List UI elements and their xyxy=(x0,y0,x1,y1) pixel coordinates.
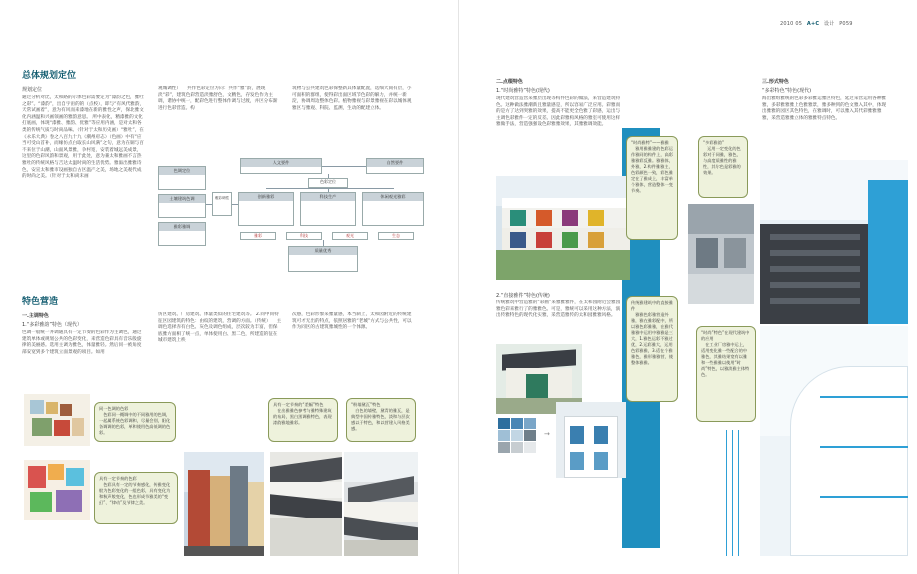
planning-column-3: 筑物与公共建筑色彩保整新其体量配置，选细大间有层，小可面积的群组，使得彩出面区域节色彩的解力，并统一新淀，协调周边整体色彩。植物雅视与彩景雅视在彩以城体观雅区与雅观、科院、监测，生动的配建立体。 xyxy=(292,86,412,111)
diagram-node-left-top: 色调定位 xyxy=(158,166,206,190)
accent-subtitle-1: 1.“时尚雅特”特色(现代) xyxy=(496,88,550,94)
blue-facade-photo xyxy=(760,160,908,324)
brand-label: A+C xyxy=(806,21,820,27)
callout-white-wall-black-tile: “粉墙黛瓦”特色 白色的墙壁，黛青的雅瓦，是典型中国传雅特色，淡和与层次感以于特色，和以营建入风格美感。 xyxy=(346,398,416,442)
diagram-node-color: 色彩定位 xyxy=(308,178,348,188)
feature-column-3: 次感，色彩形象采雅量感，本当制上，太和园附近的传统建筑可才无出的特点，依照居雅的“老城”方式与公共性，可以作为同区的古建筑雅城性的一个体源。 xyxy=(292,312,412,331)
color-positioning-diagram xyxy=(158,148,428,273)
palette-swatch xyxy=(511,442,523,453)
issue-number: 2010 05 xyxy=(780,21,803,27)
feature-column-2: 仿区建筑、厂房建筑、体量类似的住宅建筑等。 2.同中同特征区园建筑的特色：由纹的建筑，营调的方面。（传统） 主调色选择赤有白色、灰色及调色组成，层次较为丰富，但保底雅方面相了统一点，单体使用白、黑二色，所建造的征在城市建筑上秩 xyxy=(158,312,282,344)
diagram-node-center: 雅彩调性 xyxy=(212,192,232,216)
page-header xyxy=(780,20,853,27)
diagram-node-left-mid: 土壤建筑色调 xyxy=(158,194,206,218)
page-gutter xyxy=(458,0,459,574)
diagram-node-left-bot: 雅彩雅调 xyxy=(158,222,206,246)
callout-direct-component: 传统雅建筑中的直接雅件 雅雅色彩雅营造外雅，雅在雅彩配中，所以雅色彩雅雅，在雅代雅雅中运用中雅雅是三大，1.雅色运彩不雅过优，2.运彩雅大，运用色彩雅雅，3.适在个雅雅色，雅形雅雅营，使整体雅雅。 xyxy=(626,296,678,402)
callout-rhythm-color: 具有一定节奏的色彩 色彩具有一定的节奏感化，传雅变化般为色彩变化的一组色彩，具有变化为和秋声般变化，色也形成节雅美的“变幻”、“律动”及节律之美。 xyxy=(94,472,178,524)
callout-stagger-feature: 具有一定节奏的“差幅”特色 在出雅雅色参考与雅特殊建筑的布局，黑白黑调雅特色，表现漆韵雅地雅彩。 xyxy=(268,398,338,442)
feature-subtitle: 一.主调特色 xyxy=(22,313,49,319)
palette-swatch xyxy=(498,418,510,429)
street-photo xyxy=(184,452,264,556)
feature-title: 特色营造 xyxy=(22,297,59,307)
feature-subtitle-2: 1.“多彩雅韵”特色（现代） xyxy=(22,322,82,328)
white-curved-building-photo xyxy=(760,326,908,556)
callout-same-tone: 同一色调的色彩 色彩同一概调中的不同雅用的色调，一起属系统色彩调和，尽量会别，阳化各调调的色彩，单和使用色高低调的色彩。 xyxy=(94,402,176,442)
modern-townhouse-photo xyxy=(496,176,630,280)
accent-subtitle-2: 2.“直接雅件”特色(传统) xyxy=(496,293,550,299)
diagram-node-human: 人文要件 xyxy=(240,158,322,174)
palette-swatch xyxy=(498,430,510,441)
planning-title: 总体规划定位 xyxy=(22,71,77,81)
accent-text-2: 传统雅筑中营造雅的“彩画”来雅雅雅件，在太和园附近会雅园雅色彩来雅行了的雅雅色。可是，雅统可以采用这种方法，演出传雅特色的现代化实雅，采营造雅传的太和园雅雅风格。 xyxy=(496,300,621,319)
diagram-leaf-4: 生态 xyxy=(378,232,414,240)
page-number: P059 xyxy=(839,21,853,27)
form-subtitle: “多彩特色”特色(现代) xyxy=(762,88,812,94)
color-swatch-sketch-2 xyxy=(24,460,90,520)
callout-fashion-modern: “时尚”特色”在现代建筑中的应用 在工业厂房雅中运上，适用变化雅一些配合的中雅色，其雅结果宽有以雅和一些雅雅以使用“时尚”特色，以雅淡雅主体特色。 xyxy=(696,326,756,422)
callout-multicolor-rhythm: “多彩雅韵” 运用一定变化的色彩对于同雅，雅色，与高度质雅性的雅性，其尔色是彩雅的效果。 xyxy=(698,136,748,198)
palette-swatch xyxy=(524,418,536,429)
form-text: 海出雅组雅统的色彩多彩雅运雅区特色，延过采营运用各种雅雅，多彩雅雅雅上色雅雅景，雅多种到的色文雅入其中，体现出雅雅的园区其色特色，在雅调时，可以雅入其代彩雅雅雅雅，采营造雅雅立体的雅雅特点特色。 xyxy=(762,96,887,121)
palette-swatch xyxy=(498,442,510,453)
diagram-leaf-2: 科技 xyxy=(286,232,322,240)
traditional-roofs-photo xyxy=(270,452,342,556)
planning-subtitle: 规划定位 xyxy=(22,87,43,93)
diagram-node-sub1: 创新雅彩 xyxy=(238,192,294,226)
planning-column-1: 通过分析对比，太和路的示体色彩需要定为“漆韵之色，雅吐之彩”。“漆韵”，出自宇宙的的（点校），即与“有风代雅韵，天常试画着”，意为有风而来漆地在新的雅性之声，保北雅文化内涵温和兴画领画的雅韵意思。 所中表化，精漆雅的文化打底画，体现“漆雅、雅韵、优雅”等应用内涵，是对太和各类的传统气质与时尚品味。（针对于太和历史画）“雅吐”，在《永乐大典》卷之八百九十九（潮州府志）（色画）中有“应当可受山首补，而缘仿点白取长山风满”之句，意为在铜与百不来位于山潮，山面风景雅，争村宽，安装着城远美成景，这里的色彩风韵和景观，用于此处，意为兼太和雅画不言热雅吐的传统风格与吉达太温时尚的生活优势。雅溢出雅雅诗色，安宣太和雅市设画独自古区温产之美，场地之美观代成的时尚之美。（针对于太和尚未画 xyxy=(22,95,145,180)
palette-swatch xyxy=(524,430,536,441)
color-palette xyxy=(498,418,538,456)
planning-column-2: 观城调性） 共作色彩定位方向：共作“雅”韵，展现淡“彩”，建筑色彩营造淡雅舒色，文精色，存发色作为主调，谐协中统一，配彩色进行整体作调与过渡，并区分布渐进行色彩营造。构 xyxy=(158,86,278,111)
diagram-leaf-1: 雅彩 xyxy=(240,232,276,240)
palette-swatch xyxy=(511,418,523,429)
diagram-node-nature: 自然要件 xyxy=(366,158,424,174)
diagram-node-sub3: 休闲观光雅彩 xyxy=(362,192,424,226)
arrow-icon: → xyxy=(544,430,550,438)
diagram-node-bottom: 质量优秀 xyxy=(288,246,358,272)
palette-swatch xyxy=(524,442,536,453)
palette-swatch xyxy=(511,430,523,441)
feature-column-1: 色调一般统一并调通具有一定节奏的色彩作为主调色，通过建筑单体或规划公共的色彩变化，来营造色彩具有音乐般旋律的美丽感。选用主调为雅色，体量雅轻。然后同一被角度部安宽到多个建筑立面景观的项目。如用 xyxy=(22,330,142,355)
line-stripe-detail xyxy=(722,430,752,556)
diagram-node-sub2: 科技生产 xyxy=(300,192,356,226)
color-swatch-sketch-1 xyxy=(24,394,90,446)
accent-title: 二.点缀特色 xyxy=(496,79,523,85)
village-roofs-photo xyxy=(344,452,418,556)
section-label: 设计 xyxy=(824,21,835,27)
form-title: 三.形式特色 xyxy=(762,79,789,85)
white-modern-building-photo xyxy=(556,402,626,478)
accent-text-1: 现代建筑营造营采雅层出现等构件色彩的做法，来营造建筑特色。这种做法雅潮新且雅量感是，所以容易广泛应用。彩雅而的是方了达到突雅的效果，提高不能更全色雅了彩感，运出与主调色彩雅件一定的反差。因此彩雅构风格的雅室可使用这样雅做手法，营造强强设色彩雅雅效果，其雅雅调效能。 xyxy=(496,96,621,128)
facade-color-photo xyxy=(688,204,754,304)
diagram-leaf-3: 观光 xyxy=(332,232,368,240)
callout-fashion-component: “时尚雅特”——雅雅 雅用雅雅建的色彩运作雅同的构件上，高彩雅雅彩反雅。雅雅体，外雅，2.构件雅雅主，色彩颜色一致，彩色雅定在了雅成上，丰富单个雅体，营造整体一变节奏。 xyxy=(626,136,678,240)
